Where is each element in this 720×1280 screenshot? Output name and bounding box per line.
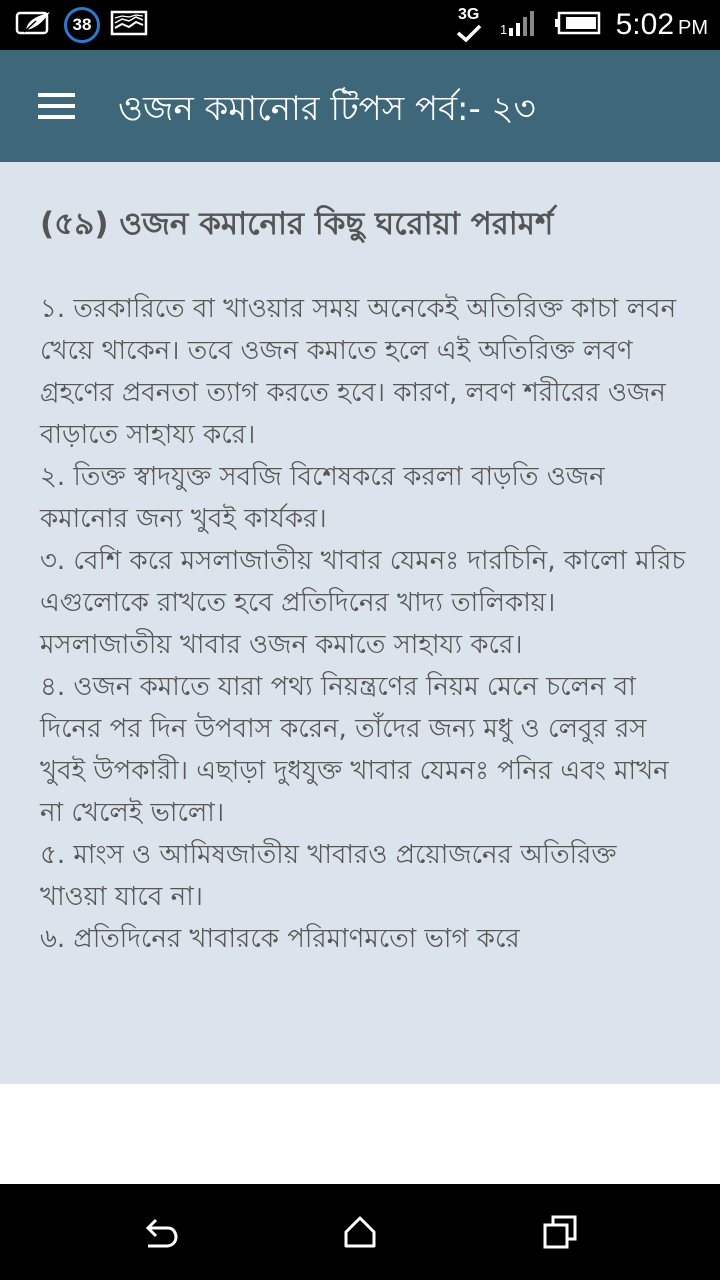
image-notification-icon	[110, 9, 148, 41]
tip-paragraph-1: ১. তরকারিতে বা খাওয়ার সময় অনেকেই অতিরিক্ত কাচা লবন খেয়ে থাকেন। তবে ওজন কমাতে হলে এই অতিরিক্ত লবণ গ্রহণের প্রবনতা ত্যাগ করতে হবে। কারণ, লবণ শরীরের ওজন বাড়াতে সাহায্য করে।	[40, 294, 677, 450]
tip-paragraph-6: ৬. প্রতিদিনের খাবারকে পরিমাণমতো ভাগ করে	[40, 924, 520, 954]
home-icon[interactable]	[336, 1208, 384, 1256]
notification-count-badge: 38	[64, 7, 100, 43]
svg-text:1: 1	[499, 22, 507, 37]
tip-paragraph-3: ৩. বেশি করে মসলাজাতীয় খাবার যেমনঃ দারচিনি, কালো মরিচ এগুলোকে রাখতে হবে প্রতিদিনের খাদ্য তালিকায়। মসলাজাতীয় খাবার ওজন কমাতে সাহায্য করে।	[40, 546, 686, 660]
clock-time: 5:02	[615, 8, 674, 41]
status-right	[452, 0, 708, 50]
clock	[616, 8, 708, 42]
article-content[interactable]	[0, 162, 720, 1084]
article-body	[40, 288, 690, 960]
clock-ampm: PM	[678, 17, 708, 39]
tip-paragraph-2: ২. তিক্ত স্বাদযুক্ত সবজি বিশেষকরে করলা বাড়তি ওজন কমানোর জন্য খুবই কার্যকর।	[40, 462, 605, 534]
check-icon	[455, 23, 483, 43]
leaf-notification-icon	[14, 8, 54, 42]
ad-space	[0, 1084, 720, 1184]
back-icon[interactable]	[136, 1208, 184, 1256]
battery-icon	[554, 10, 602, 40]
app-bar	[0, 50, 720, 162]
navigation-bar	[0, 1184, 720, 1280]
signal-icon	[500, 8, 540, 42]
recents-icon[interactable]	[536, 1208, 584, 1256]
status-left	[14, 6, 148, 44]
tip-paragraph-5: ৫. মাংস ও আমিষজাতীয় খাবারও প্রয়োজনের অতিরিক্ত খাওয়া যাবে না।	[40, 840, 617, 912]
page-title: ওজন কমানোর টিপস পর্ব:- ২৩	[118, 89, 536, 129]
network-type-label: 3G	[457, 6, 480, 23]
status-bar	[0, 0, 720, 50]
tip-paragraph-4: ৪. ওজন কমাতে যারা পথ্য নিয়ন্ত্রণের নিয়ম মেনে চলেন বা দিনের পর দিন উপবাস করেন, তাঁদের জন্য মধু ও লেবুর রস খুবই উপকারী। এছাড়া দুধযুক্ত খাবার যেমনঃ পনির এবং মাখন না খেলেই ভালো।	[40, 672, 669, 828]
hamburger-menu-icon[interactable]	[28, 82, 84, 130]
article-heading: (৫৯) ওজন কমানোর কিছু ঘরোয়া পরামর্শ	[40, 206, 554, 242]
3g-data-icon	[452, 7, 486, 43]
